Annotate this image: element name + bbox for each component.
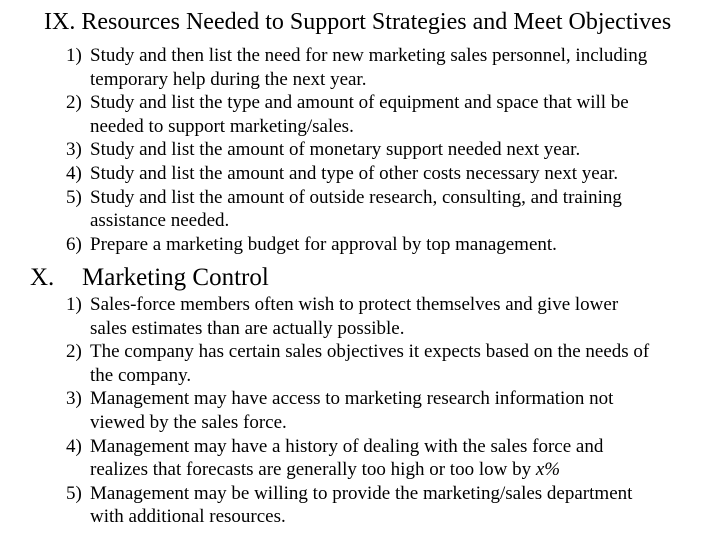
list-item-line: Management may have access to marketing research information not (90, 388, 614, 410)
list-item (66, 162, 690, 186)
list-marker: 3) (66, 139, 82, 161)
list-item-text (90, 482, 690, 529)
variable-text: x% (535, 459, 561, 481)
list-item (66, 340, 690, 387)
list-item (66, 435, 690, 482)
list-marker: 5) (66, 186, 82, 208)
list-marker: 6) (66, 233, 82, 255)
section-10-title: Marketing Control (82, 264, 269, 291)
list-item (66, 233, 690, 257)
list-item (66, 482, 690, 529)
section-10-number: X. (30, 264, 55, 291)
section-10-list (66, 293, 690, 529)
list-marker: 2) (66, 341, 82, 363)
list-marker: 5) (66, 482, 82, 504)
list-item-line: Study and list the amount of outside research, consulting, and training (90, 186, 622, 208)
list-item (66, 293, 690, 340)
list-item-line: temporary help during the next year. (90, 68, 367, 90)
list-marker: 3) (66, 388, 82, 410)
list-item-line: Prepare a marketing budget for approval by top management. (90, 233, 557, 255)
list-item-line: The company has certain sales objectives it expects based on the needs of (90, 341, 650, 363)
list-item-text (90, 435, 690, 482)
list-marker: 1) (66, 294, 82, 315)
list-item-text (90, 340, 690, 387)
list-item-text (90, 186, 690, 233)
list-item-text (90, 91, 690, 138)
list-item-line: Management may be willing to provide the marketing/sales department (90, 482, 633, 504)
list-item-line (90, 458, 690, 482)
list-item-line-text: realizes that forecasts are generally too high or too low by (90, 459, 536, 481)
list-marker: 1) (66, 45, 82, 66)
list-item (66, 44, 690, 91)
list-item-text (90, 162, 690, 186)
section-9-list (66, 44, 690, 256)
list-item-line: needed to support marketing/sales. (90, 115, 354, 137)
list-item-line: viewed by the sales force. (90, 411, 287, 433)
list-item-line: Management may have a history of dealing with the sales force and (90, 435, 604, 457)
list-item-text (90, 138, 690, 162)
list-item-line: with additional resources. (90, 506, 286, 528)
list-item-text (90, 293, 690, 340)
list-marker: 4) (66, 162, 82, 184)
list-item-text (90, 387, 690, 434)
list-marker: 4) (66, 435, 82, 457)
list-marker: 2) (66, 92, 82, 114)
list-item (66, 387, 690, 434)
list-item-line: Study and list the amount and type of other costs necessary next year. (90, 162, 619, 184)
list-item (66, 138, 690, 162)
list-item (66, 186, 690, 233)
list-item-line: Study and list the amount of monetary support needed next year. (90, 139, 581, 161)
list-item-line: assistance needed. (90, 210, 230, 232)
section-9-heading: IX. Resources Needed to Support Strategies and Meet Objectives (44, 9, 672, 35)
list-item-text (90, 44, 690, 91)
list-item-line: Study and then list the need for new marketing sales personnel, including (90, 45, 648, 66)
list-item-line: Study and list the type and amount of equipment and space that will be (90, 92, 629, 114)
list-item-line: Sales-force members often wish to protect themselves and give lower (90, 294, 619, 315)
section-10-heading (30, 265, 269, 290)
list-item (66, 91, 690, 138)
list-item-line: sales estimates than are actually possible. (90, 317, 405, 339)
list-item-line: the company. (90, 364, 192, 386)
list-item-text (90, 233, 690, 257)
